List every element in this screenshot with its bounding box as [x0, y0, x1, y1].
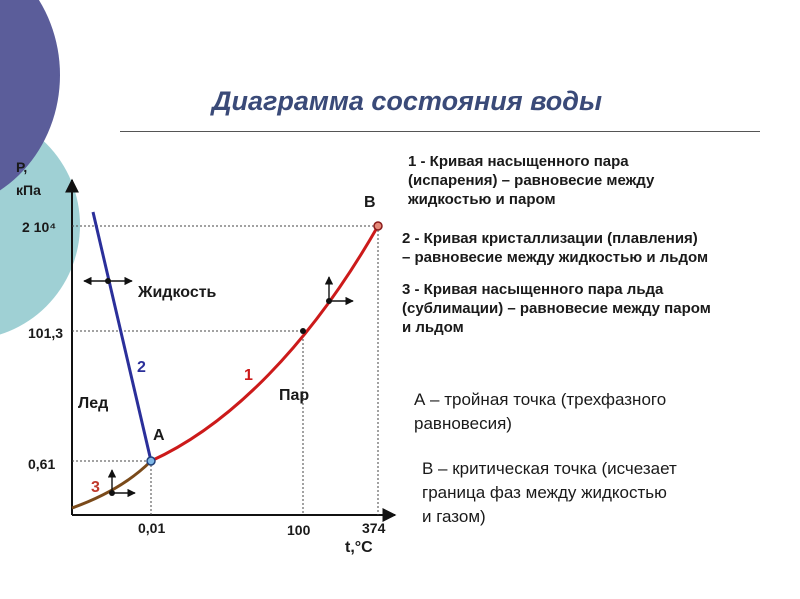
triple-point-marker [147, 457, 155, 465]
phase-label-vapor: Пар [279, 387, 310, 404]
melting-curve [93, 212, 151, 461]
y-tick-boiling: 101,3 [28, 325, 64, 341]
x-tick-critical: 374 [362, 520, 386, 536]
slide-title: Диаграмма состояния воды [212, 86, 603, 116]
arrow-cross-evaporation [326, 277, 353, 304]
note-triple-point: А – тройная точка (трехфазного равновесия) [414, 390, 667, 433]
critical-point-marker [374, 222, 382, 230]
arrow-cross-melting [84, 278, 132, 284]
y-tick-critical: 2 10⁴ [22, 219, 57, 235]
x-axis-label: t,°C [345, 539, 373, 556]
phase-label-ice: Лед [78, 395, 109, 412]
critical-point-label: В [364, 194, 376, 211]
y-tick-triple: 0,61 [28, 456, 56, 472]
evaporation-curve [151, 226, 378, 461]
legend-curve-3: 3 - Кривая насыщенного пара льда (сублимации) – равновесие между паром и льдом [402, 281, 711, 336]
x-tick-triple: 0,01 [138, 520, 166, 536]
y-axis-label-unit: кПа [16, 182, 41, 198]
x-tick-boiling: 100 [287, 522, 311, 538]
guide-lines [72, 226, 378, 515]
legend-curve-1: 1 - Кривая насыщенного пара (испарения) – равновесие между жидкостью и паром [408, 153, 655, 208]
curve-number-1: 1 [244, 367, 253, 384]
y-axis-label-p: Р, [16, 159, 28, 175]
curve-number-3: 3 [91, 479, 100, 496]
phase-label-liquid: Жидкость [138, 284, 217, 301]
legend-curve-2: 2 - Кривая кристаллизации (плавления) – равновесие между жидкостью и льдом [402, 230, 709, 266]
note-critical-point: В – критическая точка (исчезает граница фаз между жидкостью и газом) [422, 459, 677, 526]
triple-point-label: А [153, 427, 165, 444]
curve-number-2: 2 [137, 359, 146, 376]
boiling-point-dot [300, 328, 306, 334]
